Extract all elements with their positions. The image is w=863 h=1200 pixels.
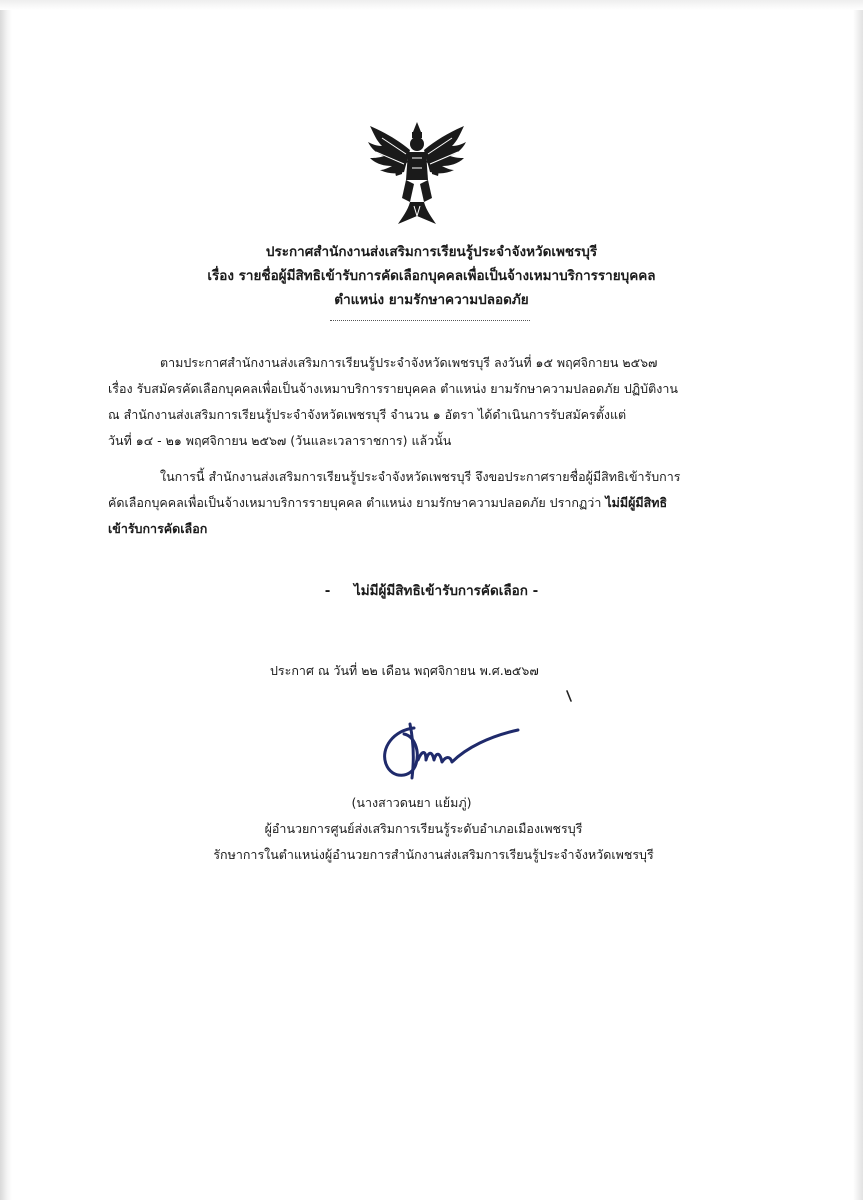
paragraph2-line2-text: คัดเลือกบุคคลเพื่อเป็นจ้างเหมาบริการรายบุคคล ตำแหน่ง ยามรักษาความปลอดภัย ปรากฏว่า	[108, 495, 606, 510]
pen-mark-icon	[565, 690, 573, 702]
page-shadow-top	[0, 0, 863, 10]
garuda-emblem-icon	[362, 118, 472, 228]
announcement-subject: เรื่อง รายชื่อผู้มีสิทธิเข้ารับการคัดเลือกบุคคลเพื่อเป็นจ้างเหมาบริการรายบุคคล	[207, 268, 656, 284]
notice-text: ไม่มีผู้มีสิทธิเข้ารับการคัดเลือก -	[353, 583, 539, 599]
paragraph1-line3: ณ สำนักงานส่งเสริมการเรียนรู้ประจำจังหวัดเพชรบุรี จำนวน ๑ อัตรา ได้ดำเนินการรับสมัครตั้งแต่	[108, 407, 627, 422]
announcement-date: ประกาศ ณ วันที่ ๒๒ เดือน พฤศจิกายน พ.ศ.๒๕๖๗	[270, 663, 539, 678]
dotted-divider	[330, 320, 530, 321]
paragraph1-line1: ตามประกาศสำนักงานส่งเสริมการเรียนรู้ประจำจังหวัดเพชรบุรี ลงวันที่ ๑๕ พฤศจิกายน ๒๕๖๗	[160, 355, 658, 370]
no-eligible-notice	[0, 580, 863, 602]
handwritten-signature-icon	[370, 710, 530, 790]
paragraph2-line1: ในการนี้ สำนักงานส่งเสริมการเรียนรู้ประจำจังหวัดเพชรบุรี จึงขอประกาศรายชื่อผู้มีสิทธิเข้ารับการ	[160, 469, 681, 484]
notice-dash: -	[324, 583, 331, 599]
paragraph2-line2-bold: ไม่มีผู้มีสิทธิ	[605, 495, 668, 510]
paragraph1-line2: เรื่อง รับสมัครคัดเลือกบุคคลเพื่อเป็นจ้างเหมาบริการรายบุคคล ตำแหน่ง ยามรักษาความปลอดภัย ปฏิบัติงาน	[108, 381, 678, 396]
announcement-title: ประกาศสำนักงานส่งเสริมการเรียนรู้ประจำจังหวัดเพชรบุรี	[265, 244, 598, 260]
signatory-position-1: ผู้อำนวยการศูนย์ส่งเสริมการเรียนรู้ระดับอำเภอเมืองเพชรบุรี	[264, 821, 583, 836]
signatory-position-2: รักษาการในตำแหน่งผู้อำนวยการสำนักงานส่งเสริมการเรียนรู้ประจำจังหวัดเพชรบุรี	[213, 847, 654, 862]
announcement-position: ตำแหน่ง ยามรักษาความปลอดภัย	[334, 292, 529, 308]
signatory-name: (นางสาวดนยา แย้มภู่)	[351, 795, 472, 810]
paragraph1-line4: วันที่ ๑๔ - ๒๑ พฤศจิกายน ๒๕๖๗ (วันและเวลาราชการ) แล้วนั้น	[108, 433, 452, 448]
paragraph2-line2	[108, 492, 667, 514]
paragraph2-line3: เข้ารับการคัดเลือก	[108, 521, 208, 536]
